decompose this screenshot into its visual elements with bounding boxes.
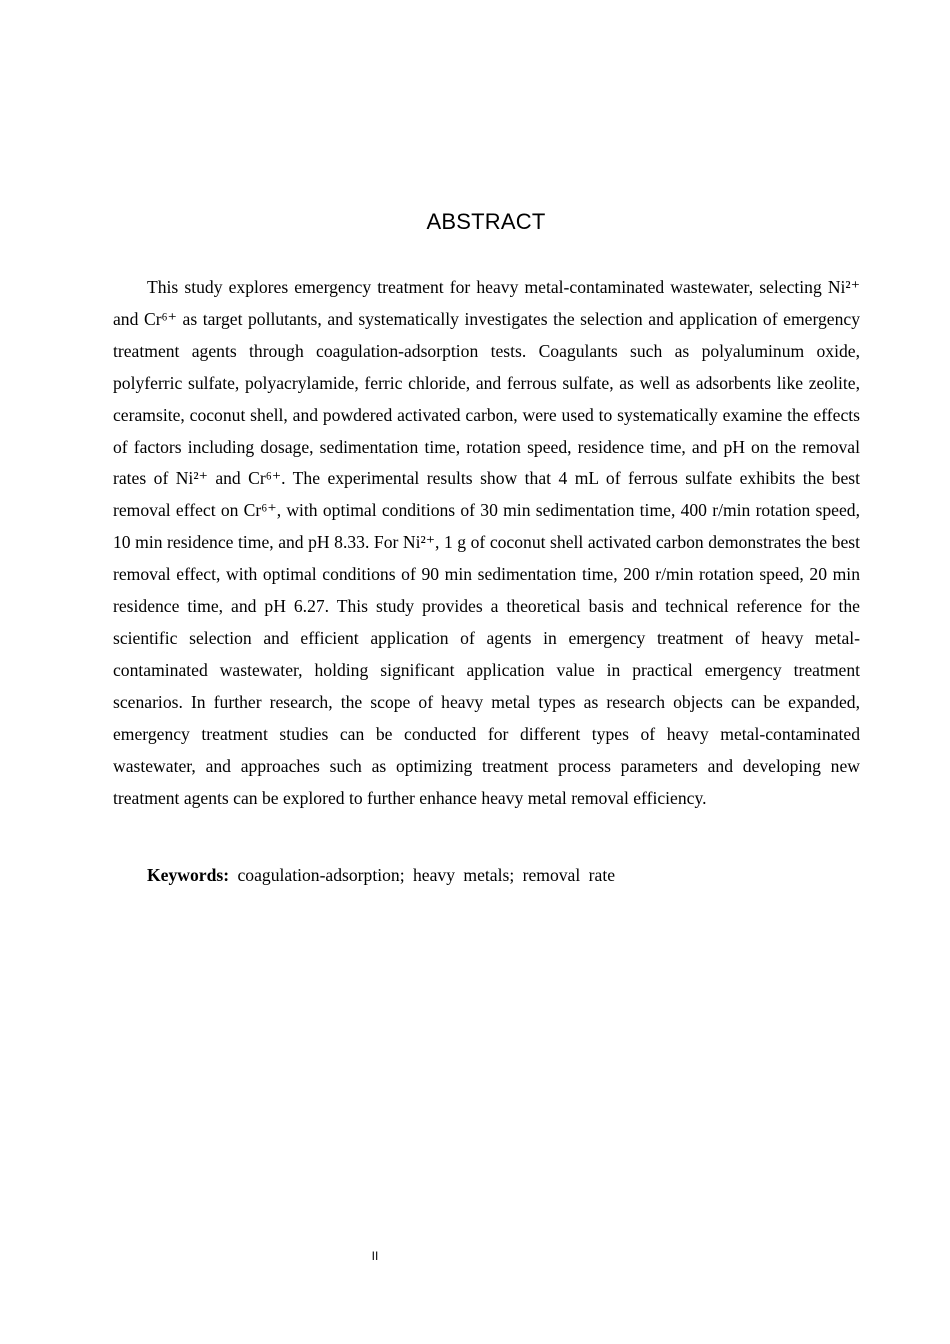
keywords-line: [147, 860, 860, 890]
keywords-label: Keywords:: [147, 865, 230, 885]
abstract-title: ABSTRACT: [426, 209, 546, 234]
abstract-paragraph: This study explores emergency treatment for heavy metal-contaminated wastewater, selecting Ni²⁺ and Cr⁶⁺ as target pollutants, and systematically investigates the selection and application of emergency treatment agents through coagulation-adsorption tests. Coagulants such as polyaluminum oxide, polyferric sulfate, polyacrylamide, ferric chloride, and ferrous sulfate, as well as adsorbents like zeolite, ceramsite, coconut shell, and powdered activated carbon, were used to systematically examine the effects of factors including dosage, sedimentation time, rotation speed, residence time, and pH on the removal rates of Ni²⁺ and Cr⁶⁺. The experimental results show that 4 mL of ferrous sulfate exhibits the best removal effect on Cr⁶⁺, with optimal conditions of 30 min sedimentation time, 400 r/min rotation speed, 10 min residence time, and pH 8.33. For Ni²⁺, 1 g of coconut shell activated carbon demonstrates the best removal effect, with optimal conditions of 90 min sedimentation time, 200 r/min rotation speed, 20 min residence time, and pH 6.27. This study provides a theoretical basis and technical reference for the scientific selection and efficient application of agents in emergency treatment of heavy metal-contaminated wastewater, holding significant application value in practical emergency treatment scenarios. In further research, the scope of heavy metal types as research objects can be expanded, emergency treatment studies can be conducted for different types of heavy metal-contaminated wastewater, and approaches such as optimizing treatment process parameters and developing new treatment agents can be explored to further enhance heavy metal removal efficiency.: [113, 277, 860, 808]
keywords-values: coagulation-adsorption; heavy metals; removal rate: [237, 865, 616, 885]
page-number: II: [371, 1249, 379, 1263]
